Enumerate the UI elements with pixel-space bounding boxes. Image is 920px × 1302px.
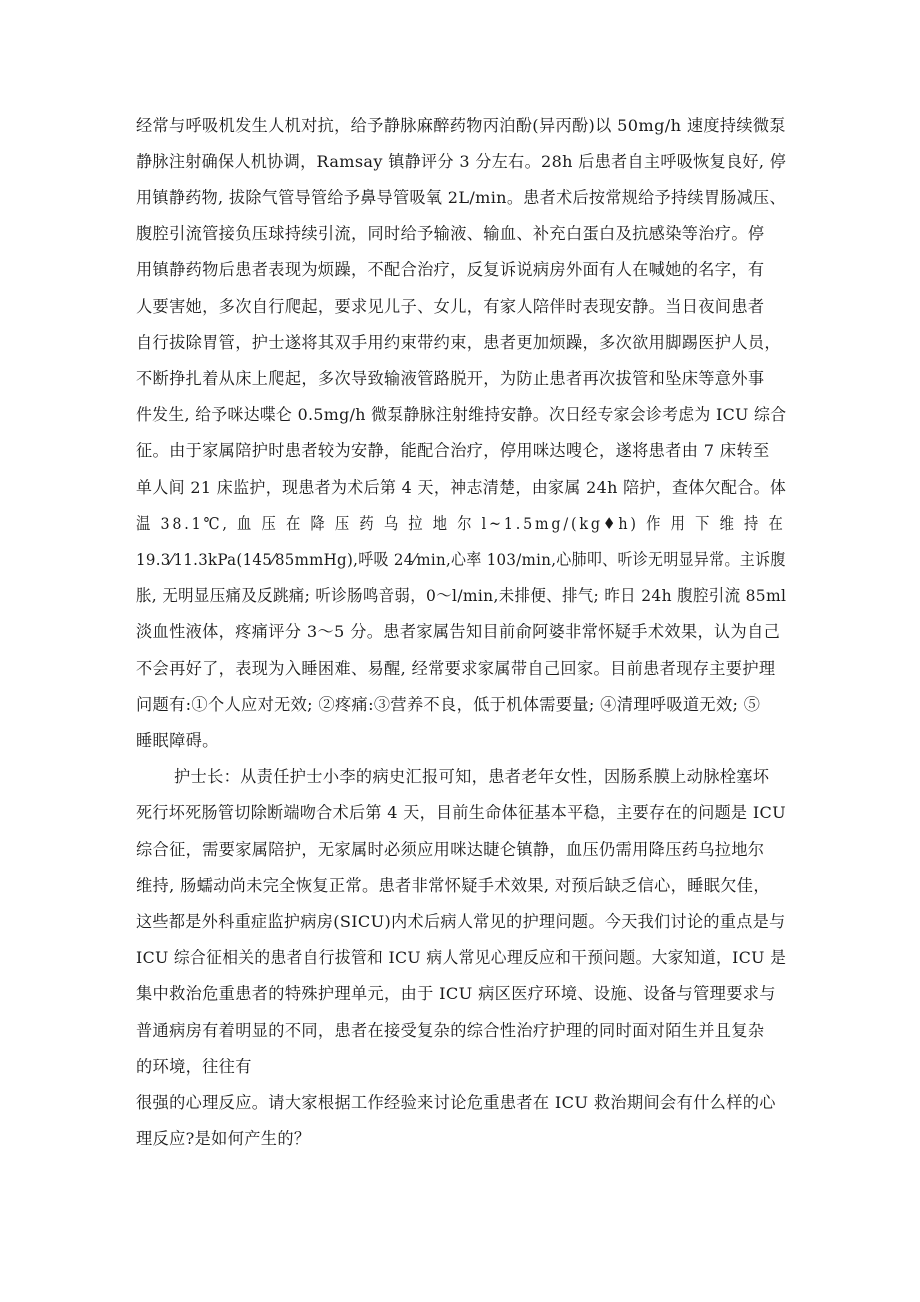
text-line: 用镇静药物, 拔除气管导管给予鼻导管吸氧 2L/min。患者术后按常规给予持续胃肠减压、 <box>136 188 786 207</box>
text-line: 人要害她，多次自行爬起，要求见儿子、女儿，有家人陪伴时表现安静。当日夜间患者 <box>136 297 765 316</box>
text-line: 征。由于家属陪护时患者较为安静，能配合治疗，停用咪达嗖仑，遂将患者由 7 床转至 <box>136 441 770 460</box>
text-line: 胀, 无明显压痛及反跳痛; 听诊肠鸣音弱，0～l/min,未排便、排气; 昨日 24h 腹腔引流 85ml <box>136 586 787 605</box>
text-line: 19.3⁄11.3kPa(145⁄85mmHg),呼吸 24⁄min,心率 103/min,心肺叩、听诊无明显异常。主诉腹 <box>136 550 786 569</box>
text-line: 睡眠障碍。 <box>136 731 219 750</box>
text-line: 很强的心理反应。请大家根据工作经验来讨论危重患者在 ICU 救治期间会有什么样的心 <box>136 1093 776 1112</box>
text-line: 问题有:①个人应对无效; ②疼痛:③营养不良，低于机体需要量; ④清理呼吸道无效; ⑤ <box>136 695 761 714</box>
text-line: 经常与呼吸机发生人机对抗，给予静脉麻醉药物丙泊酚(异丙酚)以 50mg/h 速度持续微泵 <box>136 116 786 135</box>
text-line: 理反应?是如何产生的？ <box>136 1129 311 1148</box>
text-line: 淡血性液体，疼痛评分 3～5 分。患者家属告知目前俞阿婆非常怀疑手术效果，认为自己 <box>136 622 781 641</box>
text-line: 维持, 肠蠕动尚未完全恢复正常。患者非常怀疑手术效果, 对预后缺乏信心，睡眠欠佳， <box>136 876 770 895</box>
text-line: 自行拔除胃管，护士遂将其双手用约束带约束，患者更加烦躁，多次欲用脚踢医护人员， <box>136 333 781 352</box>
text-line: 单人间 21 床监护，现患者为术后第 4 天，神志清楚，由家属 24h 陪护，查体欠配合。体 <box>136 478 787 497</box>
text-line: 普通病房有着明显的不同，患者在接受复杂的综合性治疗护理的同时面对陌生并且复杂 <box>136 1021 765 1040</box>
text-line: 的环境，往往有 <box>136 1057 252 1076</box>
text-line: 用镇静药物后患者表现为烦躁，不配合治疗，反复诉说病房外面有人在喊她的名字，有 <box>136 260 765 279</box>
text-line: 腹腔引流管接负压球持续引流，同时给予输液、输血、补充白蛋白及抗感染等治疗。停 <box>136 224 765 243</box>
text-line: 这些都是外科重症监护病房(SICU)内术后病人常见的护理问题。今天我们讨论的重点是与 <box>136 912 786 931</box>
text-line: 集中救治危重患者的特殊护理单元，由于 ICU 病区医疗环境、设施、设备与管理要求与 <box>136 984 776 1003</box>
text-line: 综合征，需要家属陪护，无家属时必须应用咪达睫仑镇静，血压仍需用降压药乌拉地尔 <box>136 840 765 859</box>
text-line: 温 38.1℃, 血 压 在 降 压 药 乌 拉 地 尔 l~1.5mg/(kg♦h) 作 用 下 维 持 在 <box>136 514 786 533</box>
text-line: 静脉注射确保人机协调，Ramsay 镇静评分 3 分左右。28h 后患者自主呼吸恢复良好, 停 <box>136 152 787 171</box>
text-line: 不会再好了，表现为入睡困难、易醒, 经常要求家属带自己回家。目前患者现存主要护理 <box>136 659 776 678</box>
text-line: ICU 综合征相关的患者自行拔管和 ICU 病人常见心理反应和干预问题。大家知道，ICU 是 <box>136 948 787 967</box>
text-line: 不断挣扎着从床上爬起，多次导致输液管路脱开，为防止患者再次拔管和坠床等意外事 <box>136 369 765 388</box>
text-line: 件发生, 给予咪达喋仑 0.5mg/h 微泵静脉注射维持安静。次日经专家会诊考虑为 ICU 综合 <box>136 405 787 424</box>
text-line: 死行坏死肠管切除断端吻合术后第 4 天，目前生命体征基本平稳，主要存在的问题是 ICU <box>136 803 786 822</box>
paragraph-start-line: 护士长：从责任护士小李的病史汇报可知，患者老年女性，因肠系膜上动脉栓塞坏 <box>174 767 770 786</box>
